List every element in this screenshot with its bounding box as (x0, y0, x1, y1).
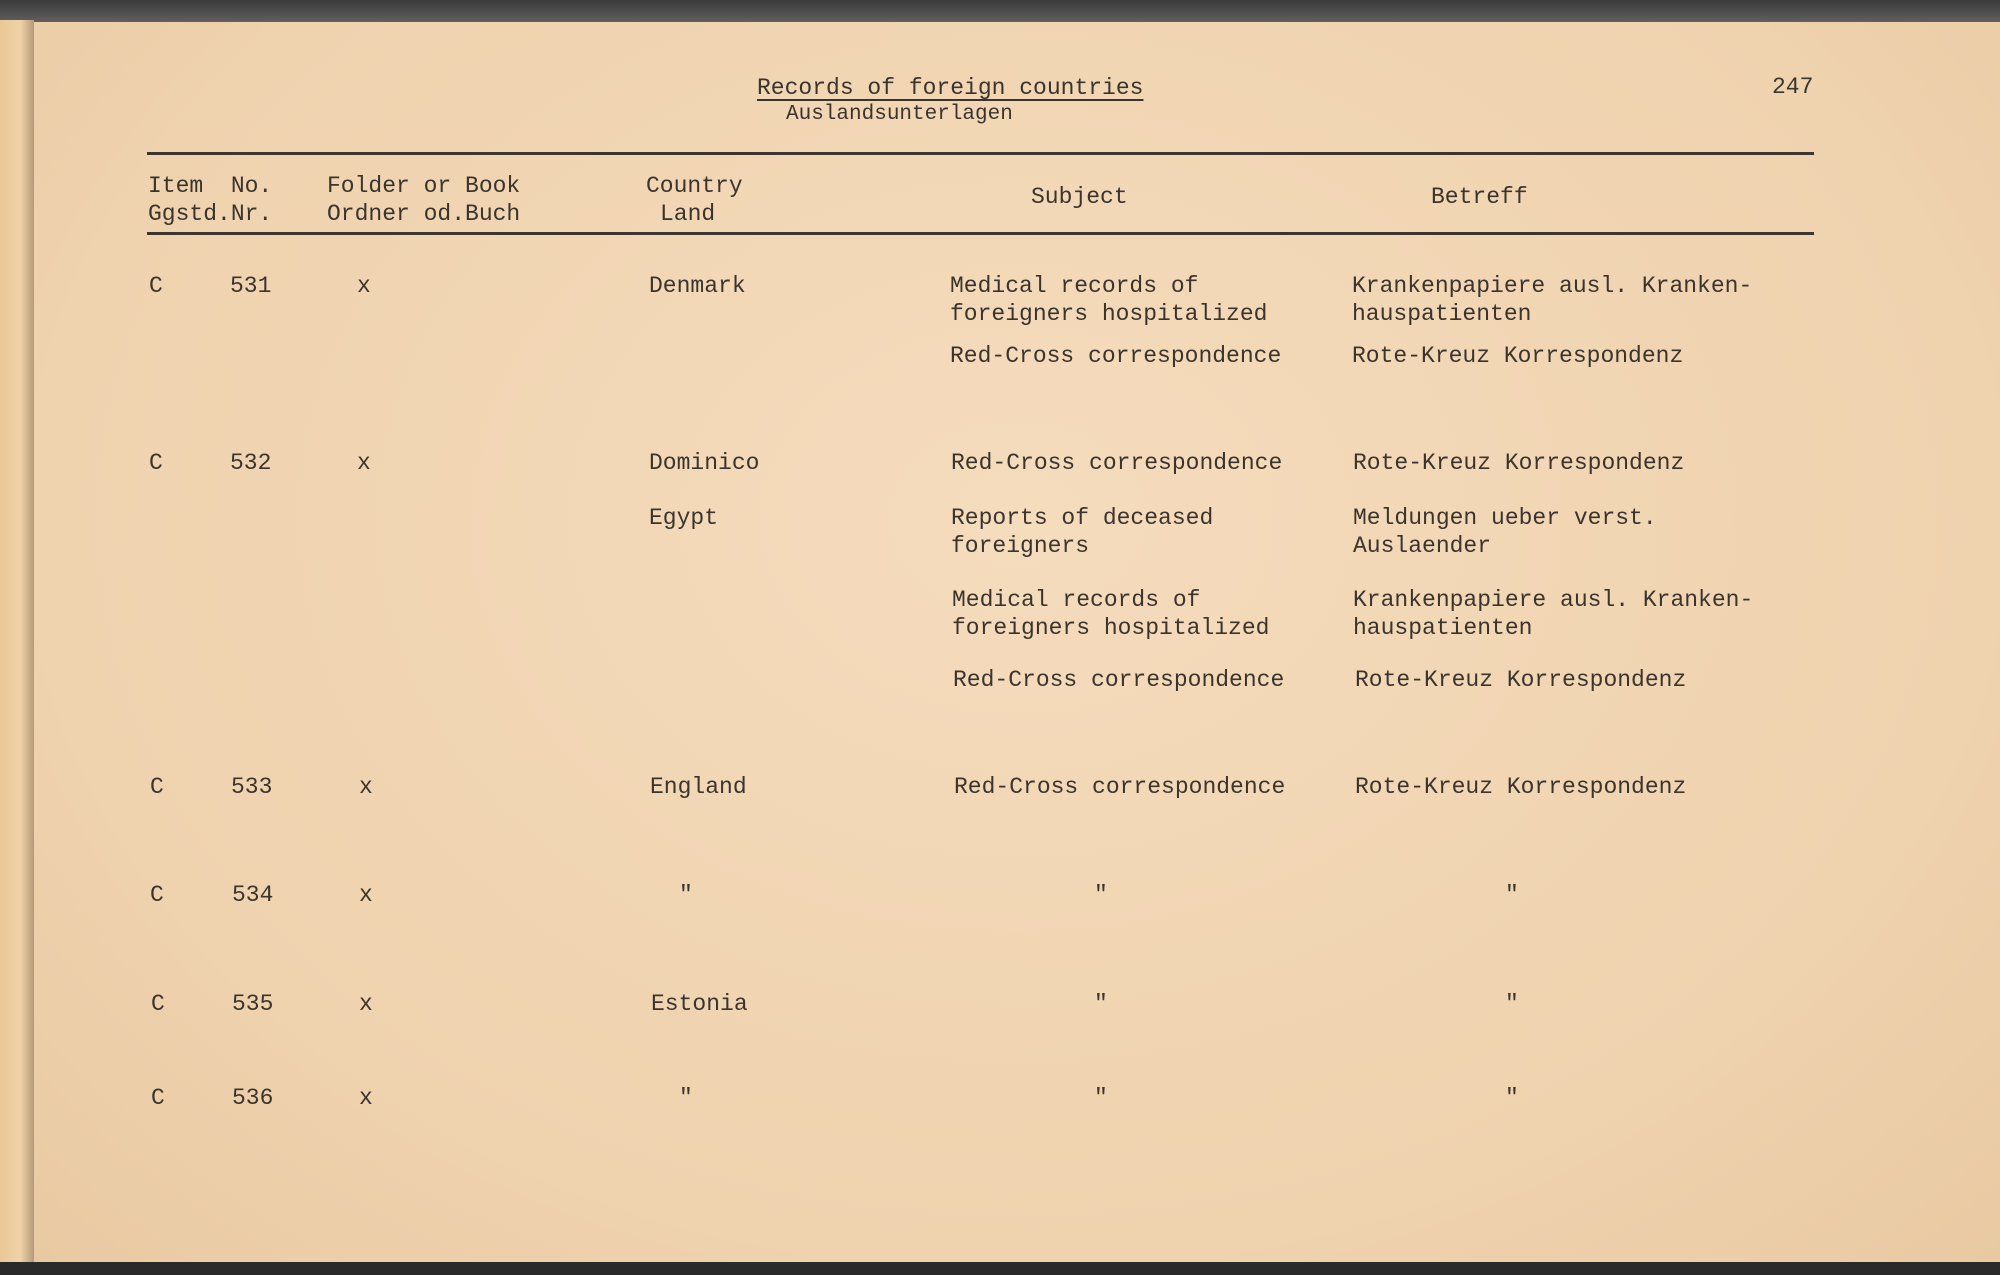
item-letter: C (151, 991, 165, 1017)
subject-ditto: " (1094, 1085, 1108, 1111)
betreff: hauspatienten (1352, 301, 1532, 327)
betreff: Auslaender (1353, 533, 1492, 559)
column-header-country-de: Land (660, 201, 716, 227)
country-ditto: " (679, 1085, 693, 1111)
column-header-betreff: Betreff (1431, 184, 1528, 210)
header-bottom-rule (147, 232, 1814, 235)
column-header-item-de: Ggstd.Nr. (148, 201, 273, 227)
folder-mark: x (359, 774, 373, 800)
betreff-ditto: " (1505, 882, 1519, 908)
subject: Medical records of (950, 273, 1199, 299)
betreff: Rote-Kreuz Korrespondenz (1352, 343, 1684, 369)
betreff: Krankenpapiere ausl. Kranken- (1353, 587, 1754, 613)
betreff-ditto: " (1505, 991, 1519, 1017)
betreff: Rote-Kreuz Korrespondenz (1355, 774, 1687, 800)
item-number: 533 (231, 774, 273, 800)
item-letter: C (149, 273, 163, 299)
item-number: 536 (232, 1085, 274, 1111)
book-binding-edge (0, 20, 34, 1265)
betreff: Krankenpapiere ausl. Kranken- (1352, 273, 1753, 299)
page-subtitle: Auslandsunterlagen (786, 103, 1013, 126)
item-letter: C (151, 1085, 165, 1111)
item-number: 534 (232, 882, 274, 908)
folder-mark: x (359, 882, 373, 908)
column-header-folder-de: Ordner od.Buch (327, 201, 521, 227)
subject: Red-Cross correspondence (951, 450, 1283, 476)
country: Dominico (649, 450, 760, 476)
betreff: Rote-Kreuz Korrespondenz (1353, 450, 1685, 476)
column-header-subject: Subject (1031, 184, 1128, 210)
item-number: 532 (230, 450, 272, 476)
country-ditto: " (679, 882, 693, 908)
subject: Red-Cross correspondence (954, 774, 1286, 800)
subject-ditto: " (1094, 882, 1108, 908)
folder-mark: x (359, 991, 373, 1017)
scanner-bottom-edge (0, 1262, 2000, 1275)
betreff-ditto: " (1505, 1085, 1519, 1111)
column-header-item: Item No. (148, 173, 273, 199)
subject: foreigners hospitalized (952, 615, 1270, 641)
subject: foreigners hospitalized (950, 301, 1268, 327)
betreff: Rote-Kreuz Korrespondenz (1355, 667, 1687, 693)
header-top-rule (147, 152, 1814, 155)
item-number: 531 (230, 273, 272, 299)
item-letter: C (150, 882, 164, 908)
country: Egypt (649, 505, 719, 531)
page-title: Records of foreign countries (757, 75, 1144, 101)
folder-mark: x (359, 1085, 373, 1111)
item-letter: C (149, 450, 163, 476)
page-number: 247 (1772, 74, 1814, 100)
subject-ditto: " (1094, 991, 1108, 1017)
subject: foreigners (951, 533, 1090, 559)
subject: Medical records of (952, 587, 1201, 613)
folder-mark: x (357, 450, 371, 476)
country: Denmark (649, 273, 746, 299)
betreff: Meldungen ueber verst. (1353, 505, 1657, 531)
column-header-country: Country (646, 173, 743, 199)
subject: Reports of deceased (951, 505, 1214, 531)
country: Estonia (651, 991, 748, 1017)
folder-mark: x (357, 273, 371, 299)
item-number: 535 (232, 991, 274, 1017)
item-letter: C (150, 774, 164, 800)
column-header-folder: Folder or Book (327, 173, 521, 199)
subject: Red-Cross correspondence (953, 667, 1285, 693)
betreff: hauspatienten (1353, 615, 1533, 641)
country: England (650, 774, 747, 800)
subject: Red-Cross correspondence (950, 343, 1282, 369)
